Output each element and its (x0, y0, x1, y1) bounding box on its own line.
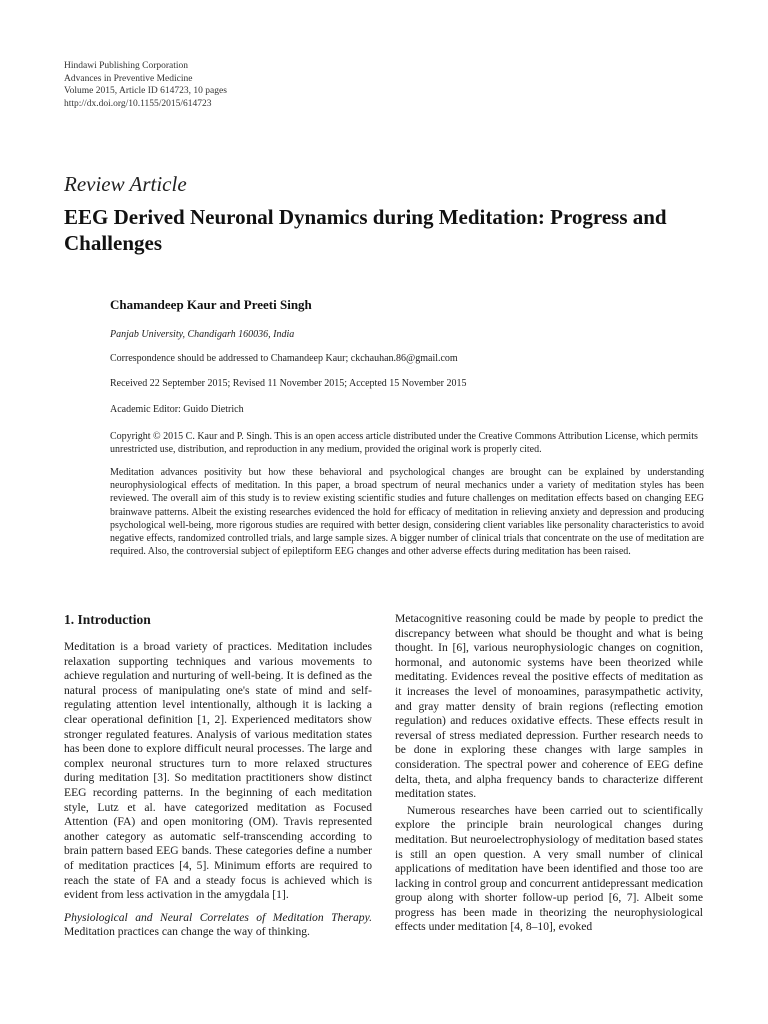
doi-link[interactable]: http://dx.doi.org/10.1155/2015/614723 (64, 98, 212, 109)
intro-paragraph-1: Meditation is a broad variety of practices. Meditation includes relaxation supporting techniques and various movements to achieve regulation and nurturing of well-being. It is defined as the natural process of manipulating one's state of mind and self-regulating attention level intentionally, although it is lacking a clear operational definition [1, 2]. Experienced meditators show stronger regulated features. Analysis of various meditation states has been done to explore difficult neural processes. The large and complex neuronal structures turn to more relaxed structures during meditation [3]. So meditation practitioners show distinct EEG recording patterns. In the beginning of each meditation style, Lutz et al. have categorized meditation as Focused Attention (FA) and open monitoring (OM). Travis represented another category as automatic self-transcending according to brain pattern based EEG bands. These categories define a number of meditation practices [4, 5]. Minimum efforts are required to reach the state of FA and a steady focus is achieved which is evident from less activation in the amygdala [1]. (64, 640, 372, 902)
article-type: Review Article (64, 172, 187, 196)
publisher-name: Hindawi Publishing Corporation (64, 61, 189, 71)
journal-name: Advances in Preventive Medicine (64, 73, 193, 84)
copyright-notice: Copyright © 2015 C. Kaur and P. Singh. This is an open access article distributed under the Creative Commons Attribution License, which permits unrestricted use, distribution, and reproduction in any medium, provided the original work is properly cited. (110, 431, 698, 455)
academic-editor: Academic Editor: Guido Dietrich (110, 404, 244, 415)
section-heading-introduction: 1. Introduction (64, 612, 151, 627)
volume-info: Volume 2015, Article ID 614723, 10 pages (64, 86, 227, 96)
correspondence: Correspondence should be addressed to Chamandeep Kaur; ckchauhan.86@gmail.com (110, 353, 458, 364)
right-paragraph-1: Metacognitive reasoning could be made by people to predict the discrepancy between what should be thought and what is being thought. In [6], various neurophysiologic changes on cognition, hormonal, and autonomic systems have been theorized while meditating. Evidences reveal the positive effects of meditation as it increases the level of monoamines, parasympathetic activity, and gray matter density of brain regions (reflecting emotion regulation) and reduces oxidative effects. These effects result in reversal of stress mediated depression. Further research needs to be done in exploring these changes with large samples in consideration. The spectral power and coherence of EEG define delta, theta, and alpha frequency bands to characterize different meditation states. (395, 612, 703, 801)
body-column-left (64, 612, 372, 940)
affiliation: Panjab University, Chandigarh 160036, India (110, 329, 295, 340)
article-title: EEG Derived Neuronal Dynamics during Meditation: Progress and Challenges (64, 205, 667, 255)
subsection-heading: Physiological and Neural Correlates of Meditation Therapy. (64, 910, 372, 924)
body-column-right (395, 612, 703, 935)
abstract: Meditation advances positivity but how these behavioral and psychological changes are brought can be explained by understanding neurophysiological effects of meditation. In this paper, a broad spectrum of neural mechanics under a variety of meditation styles has been reviewed. The overall aim of this study is to review existing scientific studies and future challenges on meditation effects based on changing EEG brainwave patterns. Albeit the existing researches evidenced the hold for efficacy of meditation in relieving anxiety and depression and producing psychological well-being, more rigorous studies are required with better design, considering client variables like personality characteristics to avoid negative effects, randomized controlled trials, and large sample sizes. A bigger number of clinical trials that concentrate on the use of meditation are required. Also, the controversial subject of epileptiform EEG changes and other adverse effects during meditation has been raised. (110, 467, 704, 558)
intro-paragraph-2 (64, 911, 372, 940)
journal-header (64, 60, 227, 110)
subsection-text: Meditation practices can change the way of thinking. (64, 925, 310, 939)
right-paragraph-2: Numerous researches have been carried out to scientifically explore the principle brain neurological changes during meditation. But neuroelectrophysiology of meditation based states is still an open question. A very small number of clinical applications of meditation have been identified and those too are lacking in control group and concurrent antidepressant medication group along with shorter follow-up period [6, 7]. Albeit some progress has been made in theorizing the neurophysiological effects under meditation [4, 8–10], evoked (395, 803, 703, 934)
article-dates: Received 22 September 2015; Revised 11 November 2015; Accepted 15 November 2015 (110, 378, 467, 389)
authors: Chamandeep Kaur and Preeti Singh (110, 297, 312, 312)
